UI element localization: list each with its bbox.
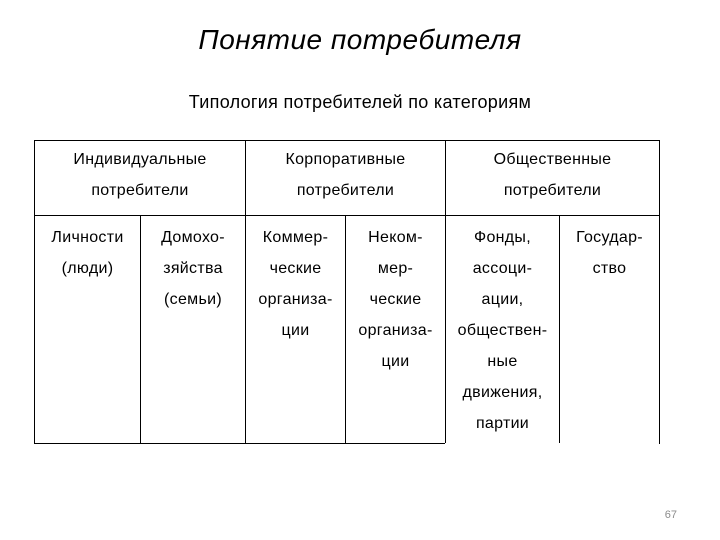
table-border-right — [659, 140, 660, 444]
page-subtitle: Типология потребителей по категориям — [188, 92, 532, 112]
cell-funds-associations: Фонды, ассоци- ации, обществен- ные движения, партии — [457, 229, 548, 432]
cell-persons: Личности (люди) — [51, 229, 124, 277]
page-number: 67 — [664, 509, 677, 521]
cell-commercial-orgs: Коммер- ческие организа- ции — [258, 229, 333, 339]
header-individual: Индивидуальные потребители — [73, 151, 207, 199]
cell-state: Государ- ство — [576, 229, 643, 277]
header-public: Общественные потребители — [493, 151, 612, 199]
table-border-top — [34, 140, 660, 141]
cell-noncommercial-orgs: Неком- мер- ческие организа- ции — [358, 229, 433, 370]
cell-households: Домохо- зяйства (семьи) — [161, 229, 225, 308]
table-border-bottom — [34, 443, 445, 444]
table-header-separator — [34, 215, 660, 216]
header-corporate: Корпоративные потребители — [285, 151, 406, 199]
page-title: Понятие потребителя — [198, 24, 522, 55]
